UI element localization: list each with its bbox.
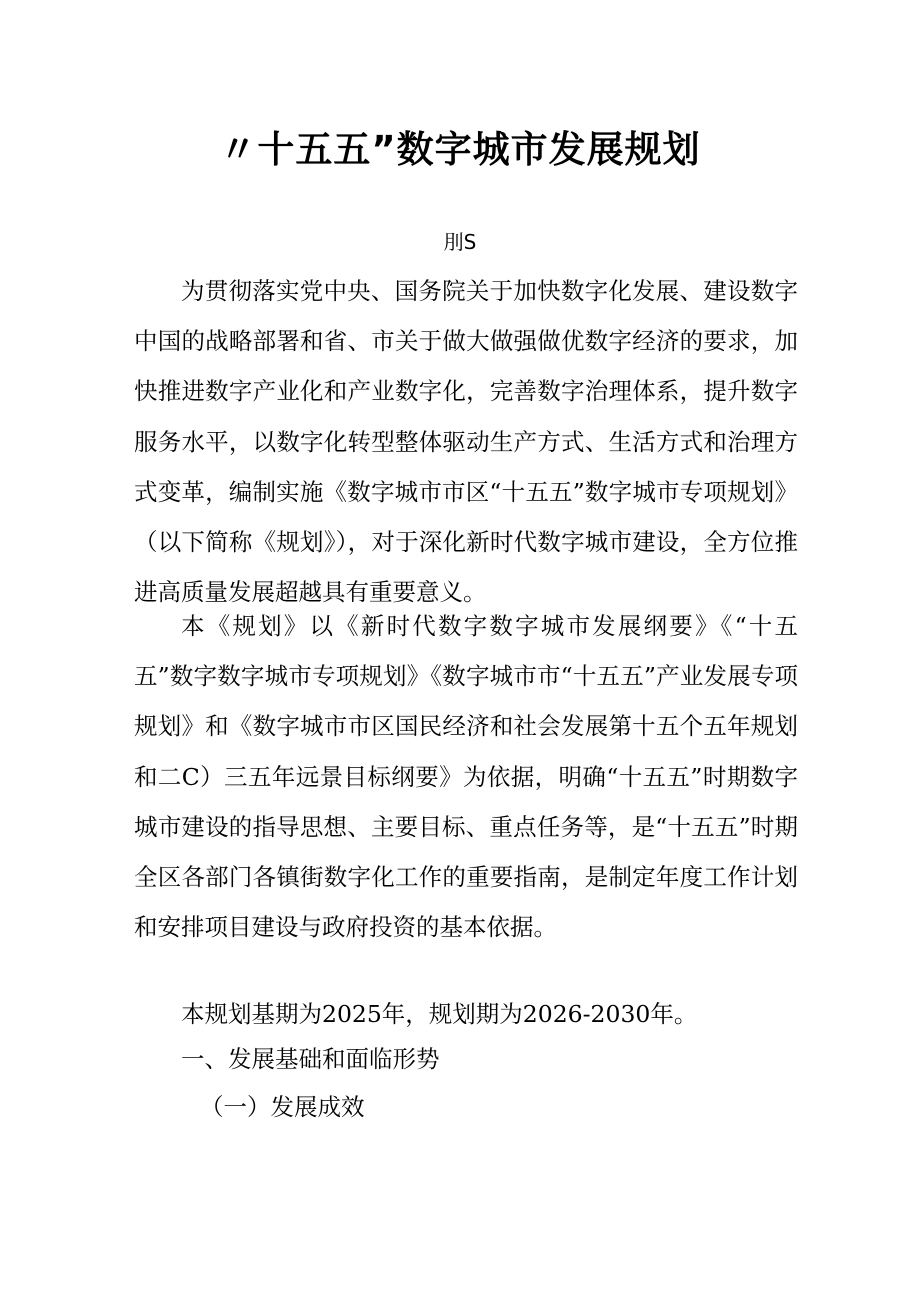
paragraph-period: 本规划基期为2025年，规划期为2026-2030年。 <box>181 1000 698 1028</box>
subsection-heading: （一）发展成效 <box>200 1093 365 1121</box>
document-title: 〃十五五”数字城市发展规划 <box>219 128 701 171</box>
preface-heading: 刖S <box>443 230 477 254</box>
paragraph-basis: 本《规划》以《新时代数字数字城市发展纲要》《“十五五”数字数字城市专项规划》《数字城市市“十五五”产业发展专项规划》和《数字城市市区国民经济和社会发展第十五个五年规划和二C）三五年远景目标纲要》为依据，明确“十五五”时期数字城市建设的指导思想、主要目标、重点任务等，是“十五五”时期全区各部门各镇街数字化工作的重要指南，是制定年度工作计划和安排项目建设与政府投资的基本依据。 <box>134 612 798 942</box>
section-heading: 一、发展基础和面临形势 <box>181 1045 440 1073</box>
paragraph-intro: 为贯彻落实党中央、国务院关于加快数字化发展、建设数字中国的战略部署和省、市关于做大做强做优数字经济的要求，加快推进数字产业化和产业数字化，完善数字治理体系，提升数字服务水平，以数字化转型整体驱动生产方式、生活方式和治理方式变革，编制实施《数字城市市区“十五五”数字城市专项规划》（以下简称《规划》），对于深化新时代数字城市建设，全方位推进高质量发展超越具有重要意义。 <box>134 277 798 607</box>
